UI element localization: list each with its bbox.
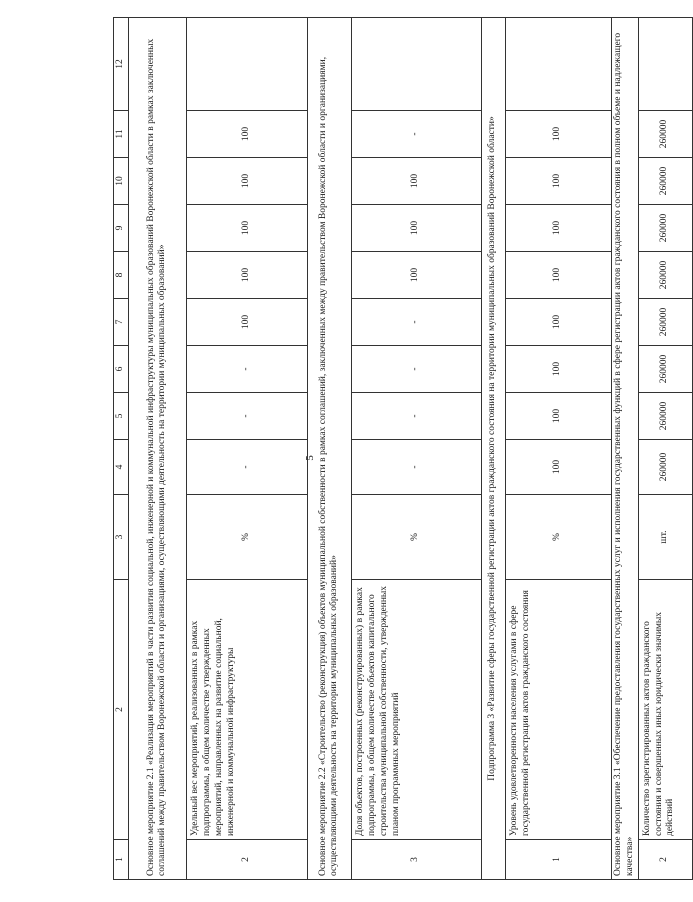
header-cell-1: 1 [114, 840, 129, 880]
header-cell-5: 5 [114, 393, 129, 440]
value-cell: - [186, 346, 307, 393]
value-cell [638, 18, 692, 111]
header-cell-8: 8 [114, 252, 129, 299]
unit-cell: % [351, 495, 481, 580]
indicator-row [351, 18, 481, 880]
value-cell: 260000 [638, 205, 692, 252]
unit-cell: шт. [638, 495, 692, 580]
header-cell-2: 2 [114, 580, 129, 840]
value-cell [351, 18, 481, 111]
value-cell: 100 [351, 252, 481, 299]
indicator-row [186, 18, 307, 880]
rotated-table-frame [113, 18, 676, 880]
indicator-description: Доля объектов, построенных (реконструированных) в рамках подпрограммы, в общем количестве объектов капитального строительства муниципальной собственности, утвержденных планом программных мероприятий [351, 580, 481, 840]
section-row [307, 18, 351, 880]
indicator-row [638, 18, 692, 880]
value-cell: 100 [505, 205, 611, 252]
value-cell: 260000 [638, 346, 692, 393]
header-cell-7: 7 [114, 299, 129, 346]
unit-cell: % [505, 495, 611, 580]
value-cell: 100 [505, 393, 611, 440]
value-cell: 100 [505, 346, 611, 393]
value-cell: - [351, 440, 481, 495]
value-cell: - [186, 393, 307, 440]
value-cell: - [351, 111, 481, 158]
indicator-row [505, 18, 611, 880]
row-number: 2 [186, 840, 307, 880]
value-cell: 100 [351, 158, 481, 205]
unit-cell: % [186, 495, 307, 580]
value-cell: 260000 [638, 440, 692, 495]
value-cell: 100 [505, 440, 611, 495]
indicator-description: Уровень удовлетворенности населения услугами в сфере государственной регистрации актов гражданского состояния [505, 580, 611, 840]
value-cell: - [186, 440, 307, 495]
value-cell: - [351, 346, 481, 393]
header-cell-11: 11 [114, 111, 129, 158]
header-cell-3: 3 [114, 495, 129, 580]
indicator-description: Удельный вес мероприятий, реализованных в рамках подпрограммы, в общем количестве утвержденных мероприятий, направленных на развитие социальной, инженерной и коммунальной инфраструктуры [186, 580, 307, 840]
value-cell [505, 18, 611, 111]
value-cell: 100 [186, 205, 307, 252]
section-row [611, 18, 638, 880]
value-cell: 260000 [638, 252, 692, 299]
value-cell: 100 [505, 111, 611, 158]
value-cell: 100 [505, 299, 611, 346]
section-title: Подпрограмма 3 «Развитие сферы государственной регистрации актов гражданского состояния на территории муниципальных образований Воронежской области» [481, 18, 505, 880]
section-row [481, 18, 505, 880]
header-cell-12: 12 [114, 18, 129, 111]
landscape-content [113, 18, 676, 880]
header-cell-6: 6 [114, 346, 129, 393]
value-cell: 260000 [638, 393, 692, 440]
value-cell: 260000 [638, 299, 692, 346]
header-cell-9: 9 [114, 205, 129, 252]
row-number: 1 [505, 840, 611, 880]
header-cell-4: 4 [114, 440, 129, 495]
value-cell: 100 [186, 252, 307, 299]
section-row [128, 18, 186, 880]
value-cell: - [351, 393, 481, 440]
value-cell [186, 18, 307, 111]
value-cell: 100 [186, 111, 307, 158]
value-cell: 100 [505, 252, 611, 299]
value-cell: 100 [186, 158, 307, 205]
header-row [114, 18, 129, 880]
section-title: Основное мероприятие 3.1 «Обеспечение предоставления государственных услуг и исполнения государственных функций в сфере регистрации актов гражданского состояния в полном объеме и надлежащего качества» [611, 18, 638, 880]
section-title: Основное мероприятие 2.1 «Реализация мероприятий в части развития социальной, инженерной и коммунальной инфраструктуры муниципальных образований Воронежской области в рамках заключенных соглашений между правительством Воронежской области и организациями, осуществляющими деятельность на территории муниципальных образований» [128, 18, 186, 880]
value-cell: 100 [186, 299, 307, 346]
value-cell: 100 [505, 158, 611, 205]
page-number: 5 [304, 455, 316, 461]
value-cell: - [351, 299, 481, 346]
value-cell: 260000 [638, 158, 692, 205]
header-cell-10: 10 [114, 158, 129, 205]
indicators-table [113, 17, 693, 880]
indicator-description: Количество зарегистрированных актов гражданского состояния и совершенных иных юридически значимых действий [638, 580, 692, 840]
row-number: 2 [638, 840, 692, 880]
value-cell: 100 [351, 205, 481, 252]
value-cell: 260000 [638, 111, 692, 158]
section-title: Основное мероприятие 2.2 «Строительство (реконструкция) объектов муниципальной собственности в рамках соглашений, заключенных между правительством Воронежской области и организациями, осуществляющими деятельность на территории муниципальных образований» [307, 18, 351, 880]
row-number: 3 [351, 840, 481, 880]
